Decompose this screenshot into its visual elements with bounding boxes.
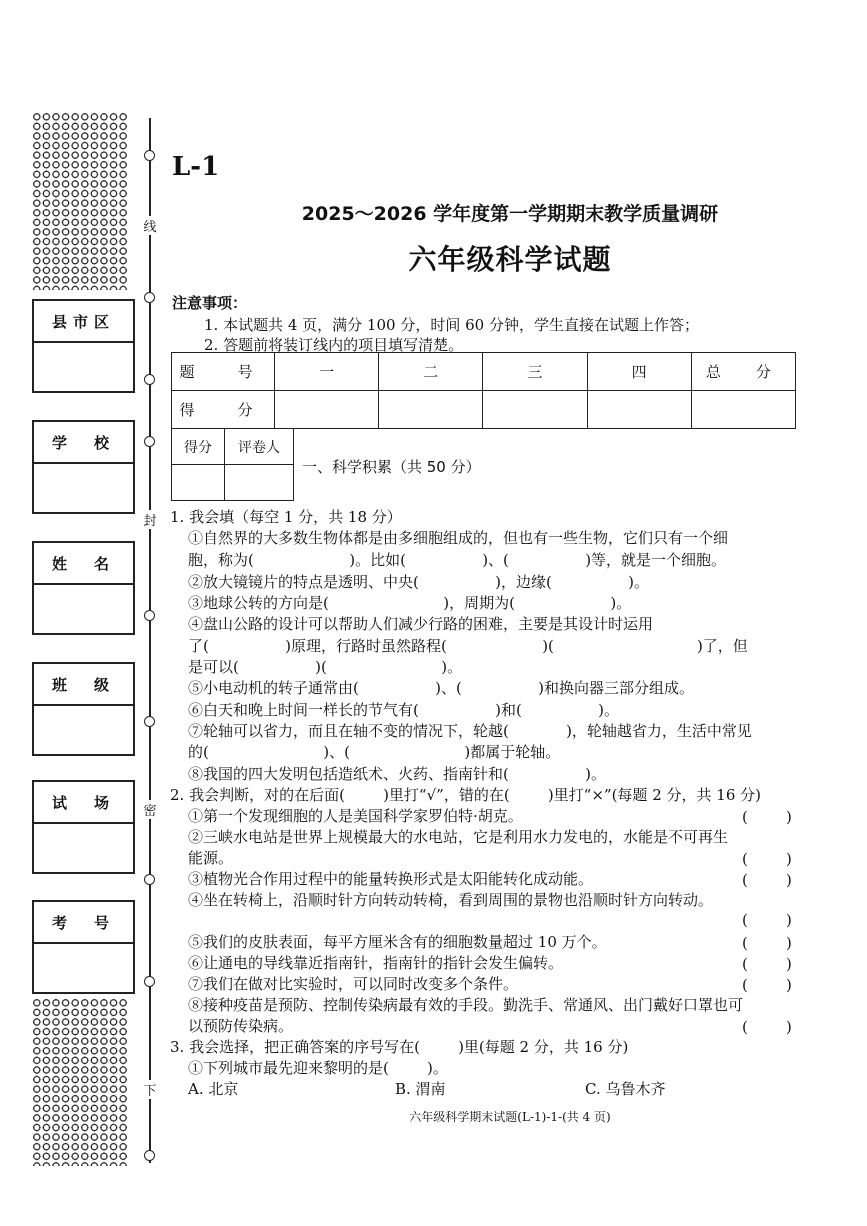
- question-line: 的( )、( )都属于轮轴。: [188, 743, 561, 761]
- question-line: ④盘山公路的设计可以帮助人们减少行路的困难，主要是其设计时运用: [188, 615, 654, 633]
- field-school: [32, 420, 135, 514]
- exam-subtitle: 六年级科学试题: [408, 243, 612, 276]
- paper-code: L-1: [172, 152, 220, 182]
- field-label: 班 级: [34, 664, 133, 706]
- binding-label-secret: 密: [143, 800, 157, 819]
- question-line: 了( )原理，行路时虽然路程( )( )了，但: [188, 637, 748, 655]
- question-line: 能源。: [188, 849, 234, 867]
- page-footer: 六年级科学期末试题(L-1)-1-(共 4 页): [409, 1110, 611, 1124]
- binding-ring: [144, 976, 155, 987]
- question-line: ②放大镜镜片的特点是透明、中央( )，边缘( )。: [188, 573, 649, 591]
- score-cell[interactable]: [691, 391, 795, 429]
- question-line: ⑤我们的皮肤表面，每平方厘米含有的细胞数量超过 10 万个。: [188, 933, 607, 951]
- question-line: ⑥白天和晚上时间一样长的节气有( )和( )。: [188, 701, 619, 719]
- grader-score-cell[interactable]: [172, 465, 225, 501]
- note-item: 2. 答题前将装订线内的项目填写清楚。: [204, 336, 464, 354]
- binding-label-seal: 封: [143, 510, 157, 529]
- binding-ring: [144, 436, 155, 447]
- field-county: [32, 299, 135, 393]
- answer-bracket[interactable]: ( ): [742, 934, 792, 952]
- field-exam-number: [32, 900, 135, 994]
- grader-score-label: 得分: [172, 429, 225, 465]
- binding-ring: [144, 874, 155, 885]
- score-header: 二: [379, 353, 483, 391]
- score-cell[interactable]: [587, 391, 691, 429]
- binding-ring: [144, 292, 155, 303]
- field-input[interactable]: [34, 944, 133, 992]
- choice-b[interactable]: B. 渭南: [395, 1080, 446, 1098]
- notes-title: 注意事项：: [172, 294, 248, 312]
- question-line: ⑦轮轴可以省力，而且在轴不变的情况下，轮越( )，轮轴越省力，生活中常见: [188, 722, 752, 740]
- note-item: 1. 本试题共 4 页，满分 100 分，时间 60 分钟，学生直接在试题上作答；: [204, 316, 699, 334]
- score-header: 一: [275, 353, 379, 391]
- section-title: 一、科学积累（共 50 分）: [302, 458, 481, 476]
- question-line: ①下列城市最先迎来黎明的是( )。: [188, 1059, 448, 1077]
- binding-label-line: 线: [143, 216, 157, 235]
- answer-bracket[interactable]: ( ): [742, 850, 792, 868]
- binding-label-down: 下: [143, 1080, 157, 1099]
- binding-dot-pattern-top: [32, 112, 128, 290]
- field-label: 试 场: [34, 782, 133, 824]
- score-table: [171, 352, 796, 429]
- answer-bracket[interactable]: ( ): [742, 871, 792, 889]
- question-line: ①自然界的大多数生物体都是由多细胞组成的，但也有一些生物，它们只有一个细: [188, 529, 729, 547]
- question-line: ⑤小电动机的转子通常由( )、( )和换向器三部分组成。: [188, 679, 694, 697]
- field-exam-room: [32, 780, 135, 874]
- question-heading: 2. 我会判断，对的在后面( )里打“√”，错的在( )里打“×”(每题 2 分，共 16 分): [170, 786, 761, 804]
- field-label: 考 号: [34, 902, 133, 944]
- field-class: [32, 662, 135, 756]
- score-cell[interactable]: [379, 391, 483, 429]
- question-line: ⑦我们在做对比实验时，可以同时改变多个条件。: [188, 975, 519, 993]
- grader-name-label: 评卷人: [225, 429, 294, 465]
- field-label: 学 校: [34, 422, 133, 464]
- question-line: ④坐在转椅上，沿顺时针方向转动转椅，看到周围的景物也沿顺时针方向转动。: [188, 891, 714, 909]
- score-header: 题 号: [172, 353, 275, 391]
- field-label: 姓 名: [34, 543, 133, 585]
- choice-a[interactable]: A. 北京: [188, 1080, 239, 1098]
- score-cell[interactable]: [275, 391, 379, 429]
- question-heading: 1. 我会填（每空 1 分，共 18 分）: [170, 508, 402, 526]
- binding-ring: [144, 374, 155, 385]
- question-line: 以预防传染病。: [188, 1017, 294, 1035]
- answer-bracket[interactable]: ( ): [742, 911, 792, 929]
- question-line: ①第一个发现细胞的人是美国科学家罗伯特·胡克。: [188, 807, 523, 825]
- score-header: 四: [587, 353, 691, 391]
- exam-title: 2025～2026 学年度第一学期期末教学质量调研: [301, 203, 719, 225]
- field-input[interactable]: [34, 464, 133, 512]
- answer-bracket[interactable]: ( ): [742, 955, 792, 973]
- answer-bracket[interactable]: ( ): [742, 808, 792, 826]
- answer-bracket[interactable]: ( ): [742, 976, 792, 994]
- field-input[interactable]: [34, 824, 133, 872]
- question-line: ②三峡水电站是世界上规模最大的水电站，它是利用水力发电的，水能是不可再生: [188, 828, 729, 846]
- question-line: ⑥让通电的导线靠近指南针，指南针的指针会发生偏转。: [188, 954, 564, 972]
- score-header: 三: [483, 353, 587, 391]
- binding-ring: [144, 610, 155, 621]
- question-line: ③地球公转的方向是( )，周期为( )。: [188, 594, 632, 612]
- score-cell[interactable]: [483, 391, 587, 429]
- answer-bracket[interactable]: ( ): [742, 1018, 792, 1036]
- field-input[interactable]: [34, 585, 133, 633]
- question-line: 是可以( )( )。: [188, 658, 463, 676]
- question-heading: 3. 我会选择，把正确答案的序号写在( )里(每题 2 分，共 16 分): [170, 1038, 629, 1056]
- field-label: 县市区: [34, 301, 133, 343]
- question-line: ③植物光合作用过程中的能量转换形式是太阳能转化成动能。: [188, 870, 594, 888]
- field-input[interactable]: [34, 343, 133, 391]
- binding-line: [149, 118, 151, 1163]
- question-line: 胞，称为( )。比如( )、( )等，就是一个细胞。: [188, 551, 727, 569]
- score-row-label: 得 分: [172, 391, 275, 429]
- question-line: ⑧接种疫苗是预防、控制传染病最有效的手段。勤洗手、常通风、出门戴好口罩也可: [188, 996, 744, 1014]
- grader-name-cell[interactable]: [225, 465, 294, 501]
- field-input[interactable]: [34, 706, 133, 754]
- question-line: ⑧我国的四大发明包括造纸术、火药、指南针和( )。: [188, 765, 606, 783]
- binding-ring: [144, 150, 155, 161]
- grader-table: [171, 428, 294, 501]
- binding-ring: [144, 716, 155, 727]
- binding-ring: [144, 1150, 155, 1161]
- score-header: 总 分: [691, 353, 795, 391]
- choice-c[interactable]: C. 乌鲁木齐: [585, 1080, 666, 1098]
- binding-dot-pattern-bottom: [32, 998, 128, 1166]
- field-name: [32, 541, 135, 635]
